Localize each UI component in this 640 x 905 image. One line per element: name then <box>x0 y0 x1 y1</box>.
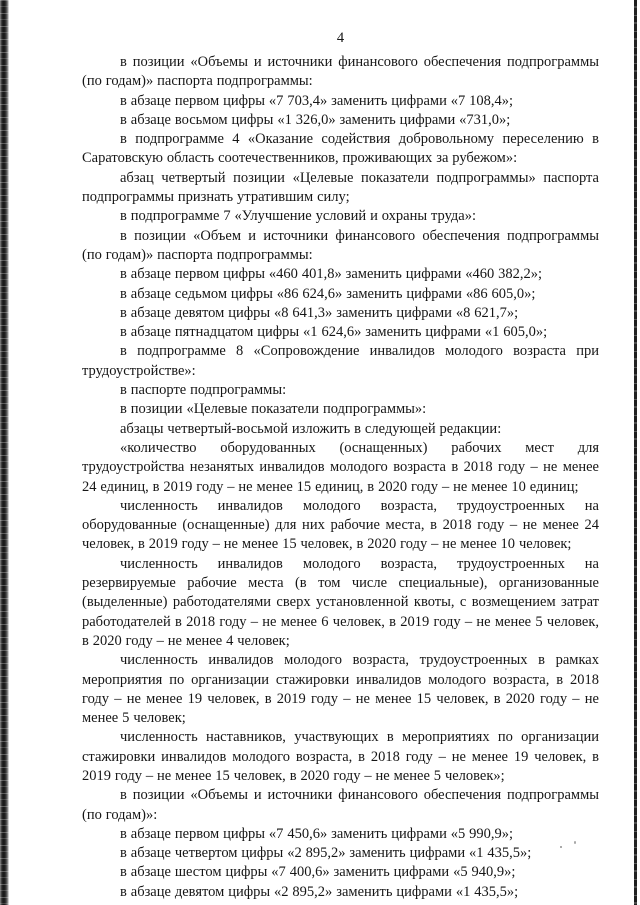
paragraph: численность инвалидов молодого возраста, трудоустроенных в рамках мероприятия по организации стажировки инвалидов молодого возраста, в 2018 году – не менее 19 человек, в 2019 году – не менее 15 человек, в 2020 году – не менее 5 человек; <box>82 652 599 727</box>
paragraph: в абзаце седьмом цифры «86 624,6» заменить цифрами «86 605,0»; <box>120 285 536 302</box>
paragraph: в абзаце шестом цифры «7 400,6» заменить цифрами «5 940,9»; <box>120 864 516 881</box>
paragraph: в позиции «Целевые показатели подпрограммы»: <box>120 401 427 418</box>
paragraph: в абзаце пятнадцатом цифры «1 624,6» заменить цифрами «1 605,0»; <box>120 324 548 341</box>
paragraph: в абзаце первом цифры «7 703,4» заменить цифрами «7 108,4»; <box>120 92 514 109</box>
scan-speck <box>574 841 576 844</box>
scan-speck <box>505 668 507 670</box>
paragraph: в абзаце первом цифры «7 450,6» заменить цифрами «5 990,9»; <box>120 825 514 842</box>
paragraph: абзацы четвертый-восьмой изложить в следующей редакции: <box>120 420 502 437</box>
scan-border-right <box>634 0 637 905</box>
document-body <box>82 53 599 902</box>
paragraph: в подпрограмме 4 «Оказание содействия добровольному переселению в Саратовскую область соотечественников, проживающих за рубежом»: <box>82 131 599 167</box>
paragraph: в абзаце четвертом цифры «2 895,2» заменить цифрами «1 435,5»; <box>120 845 532 862</box>
paragraph: «количество оборудованных (оснащенных) рабочих мест для трудоустройства незанятых инвалидов молодого возраста в 2018 году – не менее 24 единиц, в 2019 году – не менее 15 единиц, в 2020 году – не менее 10 единиц; <box>82 439 599 495</box>
paragraph: абзац четвертый позиции «Целевые показатели подпрограммы» паспорта подпрограммы признать утратившим силу; <box>82 169 599 206</box>
paragraph: в паспорте подпрограммы: <box>120 382 287 399</box>
paragraph: численность инвалидов молодого возраста, трудоустроенных на резервируемые рабочие места (в том числе специальные), организованные (выделенные) работодателями сверх установленной квоты, с возмещением затрат работодателей в 2018 году – не менее 6 человек, в 2019 году – не менее 5 человек, в 2020 году – не менее 4 человек; <box>82 555 599 649</box>
paragraph: в подпрограмме 8 «Сопровождение инвалидов молодого возраста при трудоустройстве»: <box>82 343 599 379</box>
paragraph: численность наставников, участвующих в мероприятиях по организации стажировки инвалидов молодого возраста, в 2018 году – не менее 19 человек, в 2019 году – не менее 15 человек, в 2020 году – не менее 5 человек»; <box>82 729 599 784</box>
page-number: 4 <box>336 30 345 46</box>
paragraph: в абзаце девятом цифры «2 895,2» заменить цифрами «1 435,5»; <box>120 883 519 900</box>
paragraph: в абзаце восьмом цифры «1 326,0» заменить цифрами «731,0»; <box>120 111 511 128</box>
paragraph: в абзаце девятом цифры «8 641,3» заменить цифрами «8 621,7»; <box>120 304 519 321</box>
scan-border-left <box>0 0 9 905</box>
paragraph: в позиции «Объемы и источники финансового обеспечения подпрограммы (по годам)» паспорта подпрограммы: <box>82 54 599 90</box>
paragraph: численность инвалидов молодого возраста, трудоустроенных на оборудованные (оснащенные) для них рабочие места, в 2018 году – не менее 24 человек, в 2019 году – не менее 15 человек, в 2020 году – не менее 10 человек; <box>82 497 599 553</box>
paragraph: в абзаце первом цифры «460 401,8» заменить цифрами «460 382,2»; <box>120 266 543 283</box>
paragraph: в позиции «Объем и источники финансового обеспечения подпрограммы (по годам)» паспорта подпрограммы: <box>82 227 599 263</box>
paragraph: в подпрограмме 7 «Улучшение условий и охраны труда»: <box>120 208 476 225</box>
scan-speck <box>560 846 562 848</box>
paragraph: в позиции «Объемы и источники финансового обеспечения подпрограммы (по годам)»: <box>82 787 599 823</box>
